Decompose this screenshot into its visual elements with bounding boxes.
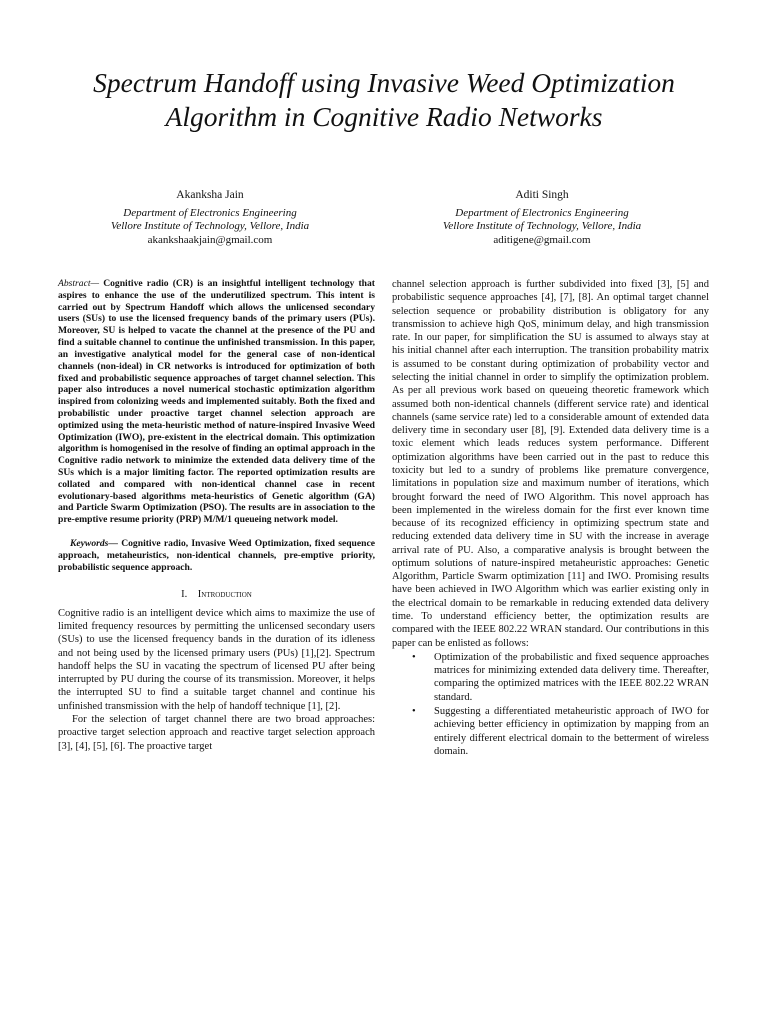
section-number: I. (181, 588, 188, 600)
abstract (58, 278, 375, 526)
author-department: Department of Electronics Engineering (455, 206, 629, 219)
list-item: • Suggesting a differentiated metaheuristic approach of IWO for achieving better efficiency in optimization by mapping from an entirely different electrical domain to the betterment of wireless domain. (428, 705, 709, 758)
list-item: • Optimization of the probabilistic and fixed sequence approaches matrices for minimizing extended data delivery time. Thereafter, comparing the optimized matrices with the IEEE 802.22 WRAN standard. (428, 651, 709, 704)
intro-paragraph-2: For the selection of target channel there are two broad approaches: proactive target selection approach and reactive target selection approach [3], [4], [5], [6]. The proactive target (58, 714, 375, 752)
author-email: akankshaakjain@gmail.com (147, 233, 273, 246)
author-department: Department of Electronics Engineering (123, 206, 297, 219)
intro-paragraph-1: Cognitive radio is an intelligent device which aims to maximize the use of limited frequency resources by permitting the unlicensed secondary users (SUs) to use the licensed frequency bands in the duration of its idleness and not being used by the licensed primary users (PUs) [1],[2]. Spectrum handoff helps the SU in vacating the spectrum of licensed PU after being interrupted by PU during the course of its transmission. Moreover, it helps the interrupted SU to find a suitable target channel and continue his unfinished transmission with the help of handoff technique [1], [2]. (58, 607, 375, 712)
author-name: Akanksha Jain (176, 189, 244, 201)
author-name: Aditi Singh (515, 189, 569, 201)
keywords-text: Cognitive radio, Invasive Weed Optimization, fixed sequence approach, metaheuristics, non-identical channels, pre-emptive priority, probabilistic sequence approach. (58, 538, 375, 573)
keywords (58, 538, 375, 573)
right-column (392, 278, 709, 758)
keywords-label: Keywords— (70, 538, 118, 550)
author-block-1 (60, 189, 360, 247)
abstract-text: Cognitive radio (CR) is an insightful intelligent technology that aspires to enhance the use of the underutilized spectrum. This intent is carried out by Spectrum Handoff which allows the unlicensed secondary users (SUs) to use the licensed frequency bands of the primary users (PUs). Moreover, SU is helped to vacate the channel at the presence of the PU and find a suitable channel to continue the unfinished transmission. In this paper, an investigative analytical model for the general case of non-identical channels (non-ideal) in CR networks is introduced for optimization of both fixed and probabilistic sequence approaches of target channel selection. This paper also introduces a novel numerical stochastic optimization algorithm inspired from colonizing weeds and implemented suitably. Both the fixed and probabilistic under proactive target channel selection approach are optimized using the meta-heuristic method of nature-inspired Invasive Weed Optimization (IWO), pre-existent in the electrical domain. This optimization algorithm is homogenised in the resolve of finding an optimal approach in the Cognitive radio network to minimize the extended data delivery time of the SUs which is a major limiting factor. The reported optimization results are collated and compared with non-identical channel case in recent evolutionary-based algorithms meta-heuristics of Genetic algorithm (GA) and Particle Swarm Optimization (PSO). The results are in association to the pre-emptive resume priority (PRP) M/M/1 queueing network model. (58, 278, 375, 526)
paper-title: Spectrum Handoff using Invasive Weed Optimization Algorithm in Cognitive Radio Networks (93, 67, 675, 132)
intro-paragraph-continued: channel selection approach is further subdivided into fixed [3], [5] and probabilistic sequence approaches [4], [7], [8]. An optimal target channel selection sequence or probability distribution is obligatory for any transmission to achieve high QoS, minimum delay, and high transmission rate. In our paper, for simplification the SU is assumed to always stay at his initial channel after each interruption. The transition probability matrix is assumed to be constant during optimization of probability vector and selecting the initial channel in order to simplify the optimization problem. As per all previous work based on queueing theoretic framework which assumed both non-identical channels (different service rate) and identical channels (same service rate) led to a considerable amount of extended data delivery time in secondary user [8], [9]. Extended data delivery time is a toxic element which leads reduces system performance. Different optimization algorithms have been carried out in the past to reduce this toxicity but led to a sundry of problems like premature convergence, limitations in population size and maximum number of iterations, which brought forward the need of IWO Algorithm. This novel approach has been implemented in the wireless domain for the first ever known time because of its recognized efficiency in optimizing spectrum state and reducing extended data delivery time in SU with the increase in average arrival rate of PU. Also, a comparative analysis is brought between the optimum solutions of nature-inspired metaheuristic approaches: Genetic Algorithm, Particle Swarm optimization [11] and IWO. Promising results have been achieved in IWO Algorithm which was earlier existing only in the electrical domain to be remarkable in reducing extended data delivery time. To understand efficiency better, the optimization results are compared with the IEEE 802.22 WRAN standard. Our contributions in this paper can be enlisted as follows: (392, 279, 709, 649)
contributions-list (392, 651, 709, 758)
left-column (58, 278, 375, 753)
author-block-2 (392, 189, 692, 247)
author-institute: Vellore Institute of Technology, Vellore, India (110, 220, 310, 232)
section-heading (58, 588, 375, 601)
section-title: Introduction (197, 588, 252, 600)
author-institute: Vellore Institute of Technology, Vellore, India (442, 220, 642, 232)
abstract-label: Abstract— (58, 278, 100, 289)
author-email: aditigene@gmail.com (493, 233, 591, 246)
